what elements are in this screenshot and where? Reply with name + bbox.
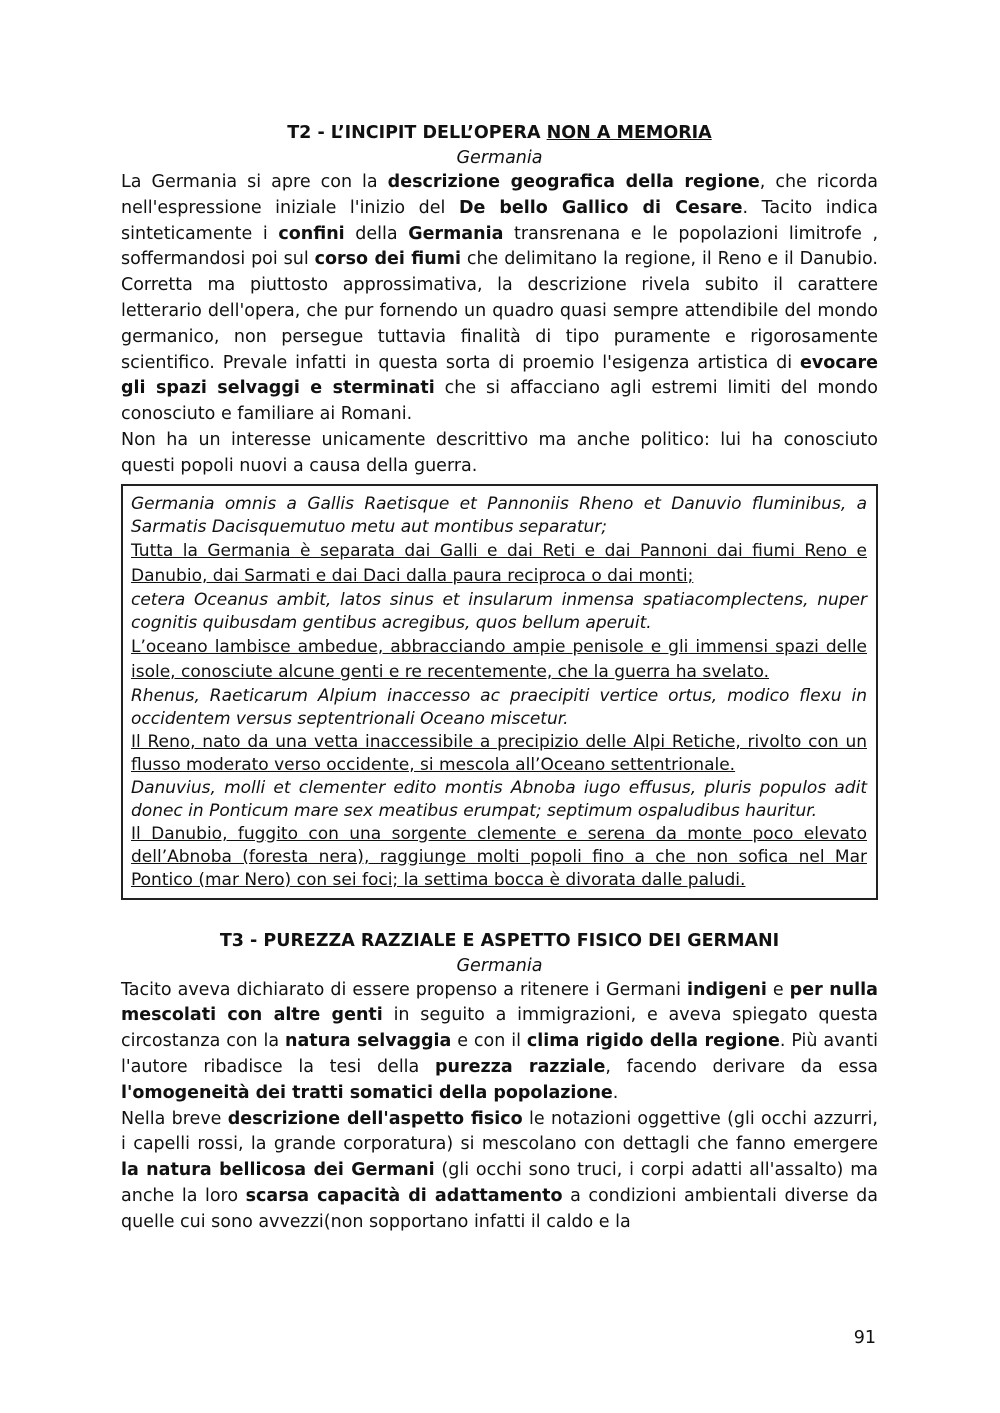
bold-text: confini xyxy=(278,223,345,244)
t3-paragraph-1 xyxy=(121,978,878,1107)
text-run: Tacito aveva dichiarato di essere propenso a ritenere i Germani xyxy=(121,979,687,1000)
latin-text-1: Germania omnis a Gallis Raetisque et Pannoniis Rheno et Danuvio fluminibus, a Sarmatis Dacisquemutuo metu aut montibus separatur; xyxy=(131,493,867,537)
text-run: della xyxy=(344,223,409,244)
bold-text: corso dei fiumi xyxy=(314,249,461,270)
text-run: le notazioni oggettive (gli occhi azzurri, i capelli rossi, la grande corporatura) si mescolano con dettagli che fanno emergere xyxy=(121,1108,878,1155)
text-run: transrenana e le popolazioni limitrofe , soffermandosi poi sul xyxy=(121,223,879,270)
text-run: . Più avanti l'autore ribadisce la tesi della xyxy=(121,1031,878,1077)
bold-text: la natura bellicosa dei Germani xyxy=(121,1160,435,1181)
t3-paragraph-2 xyxy=(121,1107,878,1236)
latin-text-4: Danuvius, molli et clementer edito montis Abnoba iugo effusus, pluris populos adit donec in Ponticum mare sex meatibus erumpat; septimum ospaludibus hauritur. xyxy=(131,777,867,821)
bold-text: descrizione geografica della regione xyxy=(387,172,760,192)
translation-2: L’oceano lambisce ambedue, abbracciando ampie penisole e gli immensi spazi delle isole, conosciute alcune genti e re recentemente, che la guerra ha svelato. xyxy=(131,636,867,682)
bold-text: natura selvaggia xyxy=(285,1031,452,1052)
t2-paragraph-2: Non ha un interesse unicamente descrittivo ma anche politico: lui ha conosciuto questi popoli nuovi a causa della guerra. xyxy=(121,429,878,476)
page-content xyxy=(121,120,878,1236)
text-run: . xyxy=(612,1082,619,1103)
bold-text: De bello Gallico di Cesare xyxy=(458,197,743,218)
t2-subtitle: Germania xyxy=(456,148,543,168)
text-run: (gli occhi sono truci, i corpi adatti all'assalto) ma anche la loro xyxy=(121,1160,878,1206)
bold-text: descrizione dell'aspetto fisico xyxy=(227,1108,523,1129)
text-run: Nella breve xyxy=(121,1108,228,1129)
text-run: e con il xyxy=(451,1031,527,1052)
t3-heading: T3 - PUREZZA RAZZIALE E ASPETTO FISICO DEI GERMANI xyxy=(219,930,780,951)
t3-subtitle: Germania xyxy=(456,955,543,976)
t2-heading-main: T2 - L’INCIPIT DELL’OPERA xyxy=(287,123,547,143)
text-run: . Tacito indica sinteticamente i xyxy=(121,197,878,244)
translation-1: Tutta la Germania è separata dai Galli e dai Reti e dai Pannoni dai fiumi Reno e Danubio, dai Sarmati e dai Daci dalla paura reciproca o dai monti; xyxy=(131,540,867,586)
page-number: 91 xyxy=(853,1328,876,1348)
text-run: che si affacciano agli estremi limiti del mondo conosciuto e familiare ai Romani. xyxy=(121,378,878,425)
translation-3: Il Reno, nato da una vetta inaccessibile a precipizio delle Alpi Retiche, rivolto con un flusso moderato verso occidente, si mescola all’Oceano settentrionale. xyxy=(131,731,867,775)
bold-text: per nulla mescolati con altre genti xyxy=(121,979,878,1026)
text-run: in seguito a immigrazioni, e aveva spiegato questa circostanza con la xyxy=(121,1005,878,1052)
text-run: , facendo derivare da essa xyxy=(605,1056,878,1077)
bold-text: l'omogeneità dei tratti somatici della popolazione xyxy=(121,1082,613,1103)
text-run: e xyxy=(766,979,790,1000)
latin-text-2: cetera Oceanus ambit, latos sinus et insularum inmensa spatiacomplectens, nuper cognitis quibusdam gentibus acregibus, quos bellum aperuit. xyxy=(131,589,867,633)
t2-heading xyxy=(121,120,878,146)
bold-text: purezza razziale xyxy=(434,1056,606,1077)
text-run: che delimitano la regione, il Reno e il Danubio. Corretta ma piuttosto approssimativa, la descrizione rivela subito il carattere letterario dell'opera, che pur fornendo un quadro quasi sempre attendibile del mondo germanico, non persegue tuttavia finalità di tipo puramente e rigorosamente scientifico. Prevale infatti in questa sorta di proemio l'esigenza artistica di xyxy=(121,249,878,373)
text-run: a condizioni ambientali diverse da quelle cui sono avvezzi(non sopportano infatti il caldo e la xyxy=(121,1185,878,1232)
quote-box xyxy=(121,484,878,900)
bold-text: Germania xyxy=(408,223,504,244)
t2-paragraph-1 xyxy=(121,170,878,428)
latin-text-3: Rhenus, Raeticarum Alpium inaccesso ac praecipiti vertice ortus, modico flexu in occidentem versus septentrionali Oceano miscetur. xyxy=(131,685,867,729)
text-run: La Germania si apre con la xyxy=(121,172,388,192)
bold-text: scarsa capacità di adattamento xyxy=(245,1185,563,1206)
bold-text: clima rigido della regione xyxy=(526,1031,780,1052)
bold-text: evocare gli spazi selvaggi e sterminati xyxy=(121,352,878,399)
bold-text: indigeni xyxy=(686,979,767,1000)
translation-4: Il Danubio, fuggito con una sorgente clemente e serena da monte poco elevato dell’Abnoba (foresta nera), raggiunge molti popoli fino a che non sofica nel Mar Pontico (mar Nero) con sei foci; la settima bocca è divorata dalle paludi. xyxy=(131,823,867,890)
t2-heading-underlined: NON A MEMORIA xyxy=(546,123,712,143)
text-run: , che ricorda nell'espressione iniziale l'inizio del xyxy=(121,172,878,218)
